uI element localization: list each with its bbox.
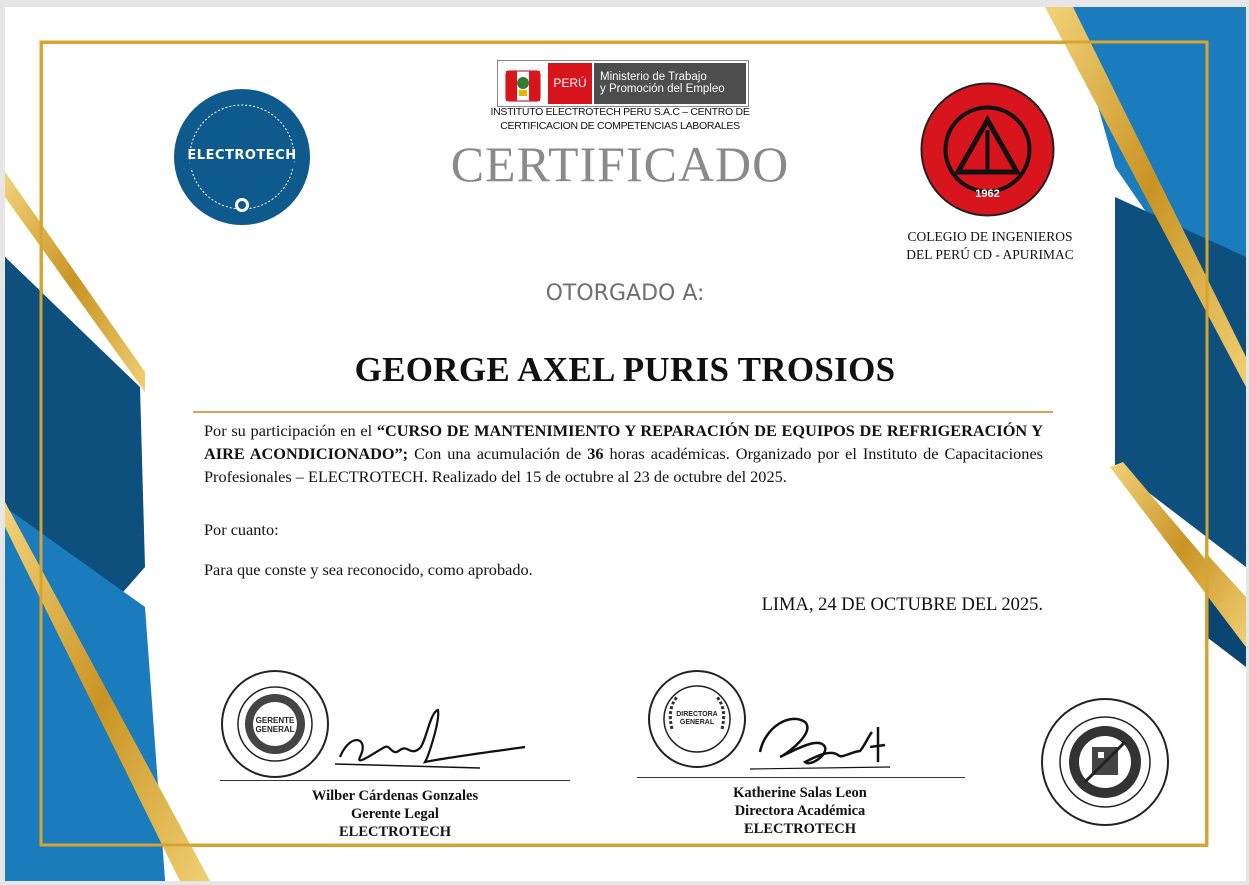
colegio-line-2: DEL PERÚ CD - APURIMAC — [906, 247, 1074, 262]
electrotech-logo — [173, 88, 311, 226]
body-intro: Por su participación en el — [204, 421, 377, 440]
institute-line-2: CERTIFICACION DE COMPETENCIAS LABORALES — [500, 120, 740, 132]
institute-line-1: INSTITUTO ELECTROTECH PERU S.A.C – CENTRO DE — [490, 106, 750, 118]
electrotech-wordmark: ELECTROTECH — [187, 148, 297, 163]
left-signature-line — [220, 780, 570, 781]
middle-signature-icon — [750, 707, 895, 777]
recipient-name: GEORGE AXEL PURIS TROSIOS — [354, 350, 896, 389]
issue-date: LIMA, 24 DE OCTUBRE DEL 2025. — [761, 595, 1043, 615]
middle-signature-line — [637, 777, 965, 778]
hours-value: 36 — [587, 444, 604, 463]
left-signatory — [235, 787, 555, 841]
institute-header — [475, 105, 765, 133]
conste-statement: Para que conste y sea reconocido, como aprobado. — [204, 560, 533, 579]
middle-signatory — [645, 784, 955, 838]
directora-general-seal — [647, 669, 747, 769]
left-seal-text: GERENTE GENERAL — [255, 716, 295, 734]
middle-signatory-role: Directora Académica — [734, 803, 866, 819]
electrotech-right-seal — [1040, 697, 1170, 827]
middle-signatory-org: ELECTROTECH — [744, 821, 856, 837]
ministry-name — [594, 63, 746, 104]
ministry-line-1: Ministerio de Trabajo — [600, 71, 707, 83]
ministry-logo — [497, 60, 749, 107]
middle-signatory-name: Katherine Salas Leon — [733, 785, 867, 801]
name-underline — [193, 411, 1053, 413]
cip-logo — [920, 82, 1055, 217]
awarded-to-label: OTORGADO A: — [545, 281, 705, 306]
cip-year: 1962 — [975, 188, 1000, 200]
peru-label: PERÚ — [548, 63, 592, 104]
peru-shield-icon — [500, 63, 546, 104]
certificate-title: CERTIFICADO — [450, 136, 790, 192]
gerente-general-seal — [220, 669, 330, 779]
ministry-line-2: y Promoción del Empleo — [600, 83, 725, 95]
certificate-body — [204, 419, 1043, 488]
hours-suffix: horas académicas. Organizado por el Instituto de Capacitaciones Profesionales – ELECTROTECH. Realizado del 15 de octubre al 23 de octubre del 2025. — [204, 444, 1044, 486]
certificate-page — [5, 7, 1246, 881]
colegio-caption — [885, 228, 1095, 264]
left-signatory-name: Wilber Cárdenas Gonzales — [311, 788, 479, 804]
hours-prefix: Con una acumulación de — [408, 444, 588, 463]
left-signatory-org: ELECTROTECH — [339, 824, 451, 840]
left-signatory-role: Gerente Legal — [351, 806, 439, 822]
middle-seal-text: DIRECTORA GENERAL — [676, 711, 718, 726]
course-name: “CURSO DE MANTENIMIENTO Y REPARACIÓN DE EQUIPOS DE REFRIGERACIÓN Y AIRE ACONDICIONADO”; — [204, 421, 1044, 463]
colegio-line-1: COLEGIO DE INGENIEROS — [907, 229, 1073, 244]
por-cuanto: Por cuanto: — [204, 520, 279, 539]
left-signature-icon — [330, 702, 530, 777]
